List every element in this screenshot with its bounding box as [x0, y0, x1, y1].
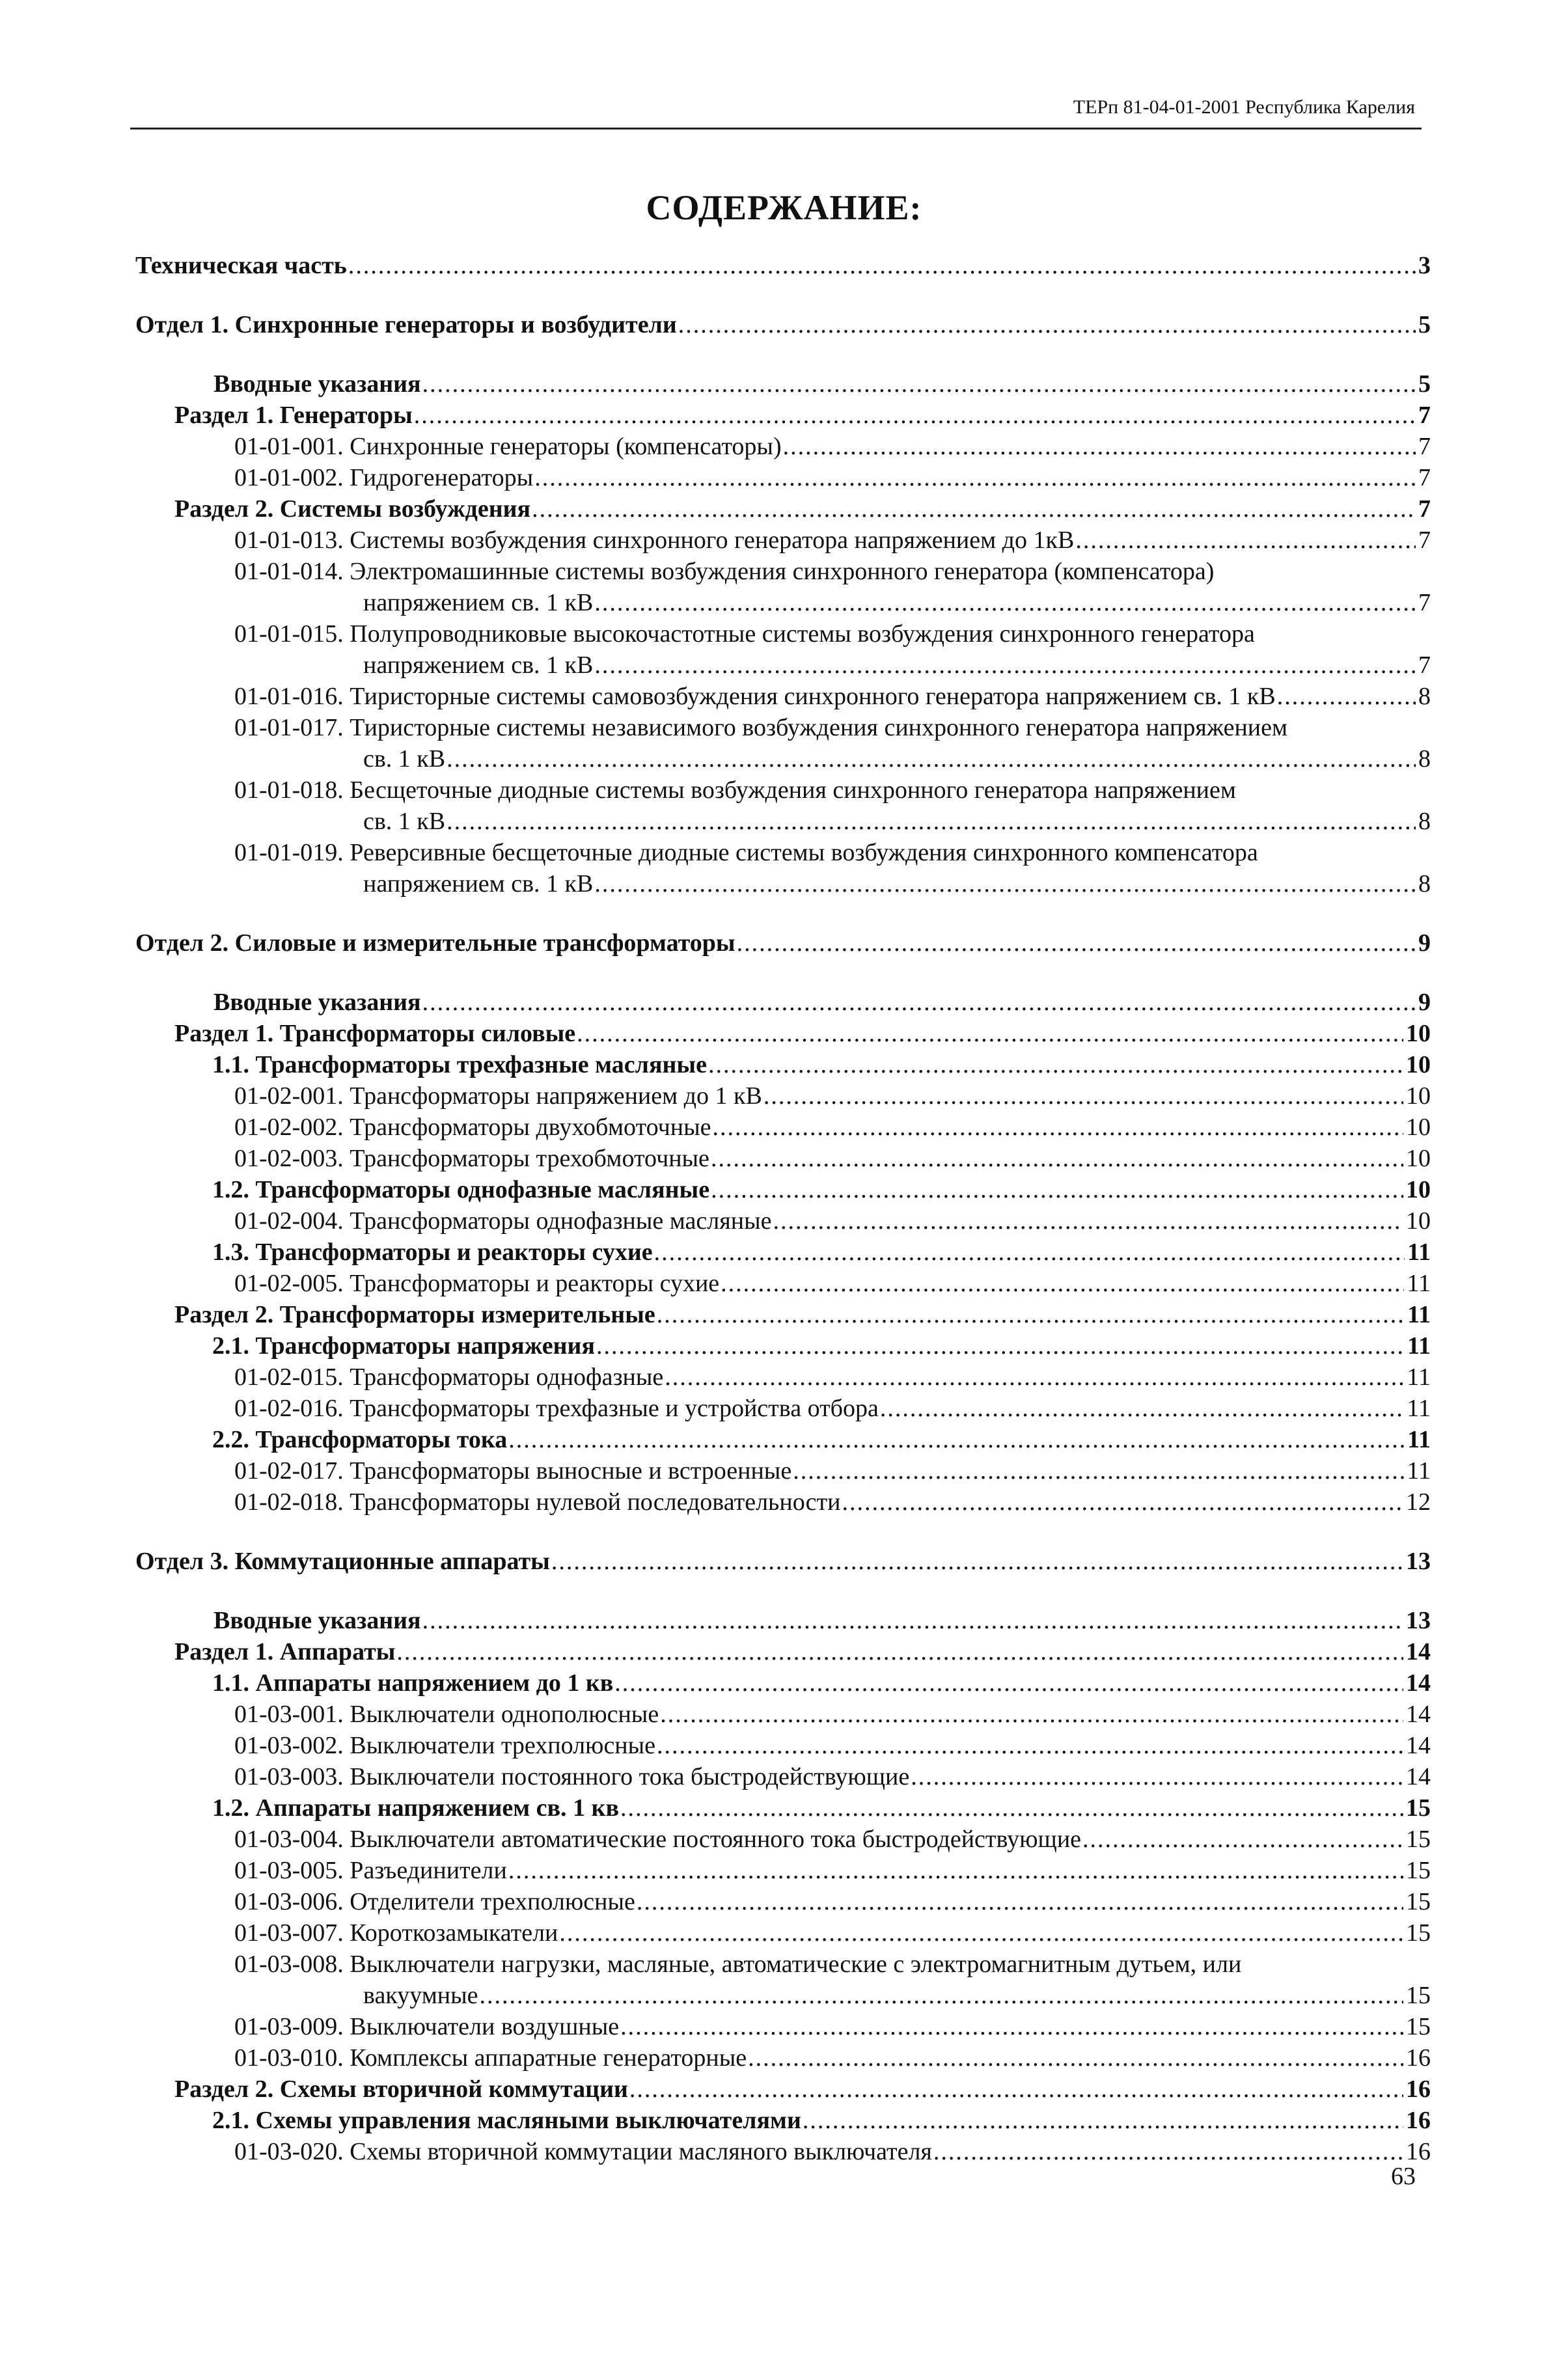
toc-entry[interactable] — [135, 1362, 1431, 1393]
toc-entry-label: Вводные указания — [213, 989, 421, 1016]
toc-entry-page: 13 — [1406, 1548, 1431, 1575]
toc-leader-dots — [842, 1486, 1403, 1518]
toc-entry-page: 14 — [1406, 1732, 1431, 1759]
document-header-id: ТЕРп 81-04-01-2001 Республика Карелия — [1073, 96, 1415, 118]
toc-entry[interactable] — [135, 1330, 1431, 1362]
toc-entry[interactable] — [135, 1546, 1431, 1577]
toc-entry-page: 7 — [1418, 651, 1431, 679]
toc-entry[interactable] — [135, 1605, 1431, 1636]
toc-entry-label: св. 1 кВ — [363, 745, 446, 773]
toc-entry-label: напряжением св. 1 кВ — [363, 589, 594, 616]
toc-entry[interactable] — [135, 1917, 1431, 1949]
toc-entry[interactable] — [135, 618, 1431, 650]
toc-entry[interactable] — [135, 462, 1431, 493]
toc-entry[interactable] — [135, 1699, 1431, 1730]
toc-entry[interactable] — [135, 2074, 1431, 2105]
toc-leader-dots — [422, 987, 1416, 1018]
toc-leader-dots — [711, 1174, 1403, 1205]
toc-entry-page: 15 — [1406, 1826, 1431, 1853]
toc-entry[interactable] — [135, 650, 1431, 681]
toc-entry-label: 1.1. Аппараты напряжением до 1 кв — [212, 1669, 614, 1697]
toc-entry[interactable] — [135, 1792, 1431, 1824]
toc-entry[interactable] — [135, 712, 1431, 743]
toc-entry-label: 2.1. Схемы управления масляными выключателями — [212, 2107, 801, 2134]
toc-leader-dots — [1277, 681, 1416, 712]
toc-entry-page: 10 — [1406, 1114, 1431, 1141]
toc-entry-page: 8 — [1418, 808, 1431, 835]
toc-entry[interactable] — [135, 400, 1431, 431]
toc-entry-label: 01-01-001. Синхронные генераторы (компенсаторы) — [234, 433, 782, 460]
toc-entry[interactable] — [135, 774, 1431, 806]
page-title: СОДЕРЖАНИЕ: — [646, 188, 922, 227]
toc-entry[interactable] — [135, 431, 1431, 462]
toc-entry-page: 14 — [1406, 1763, 1431, 1790]
toc-entry[interactable] — [135, 1143, 1431, 1174]
toc-entry-page: 8 — [1418, 683, 1431, 710]
toc-entry-label: Раздел 2. Трансформаторы измерительные — [174, 1301, 655, 1328]
toc-leader-dots — [532, 493, 1416, 525]
toc-entry[interactable] — [135, 2105, 1431, 2136]
toc-entry[interactable] — [135, 525, 1431, 556]
toc-entry-page: 15 — [1406, 1888, 1431, 1915]
toc-entry-page: 13 — [1406, 1607, 1431, 1634]
toc-leader-dots — [678, 309, 1416, 340]
toc-entry-page: 16 — [1406, 2044, 1431, 2072]
toc-entry-label: Отдел 3. Коммутационные аппараты — [135, 1548, 550, 1575]
toc-entry-label: 01-03-003. Выключатели постоянного тока быстродействующие — [234, 1763, 910, 1790]
toc-entry-label: 01-02-004. Трансформаторы однофазные масляные — [234, 1207, 772, 1235]
toc-entry[interactable] — [135, 2136, 1431, 2167]
toc-entry[interactable] — [135, 1886, 1431, 1917]
toc-entry-label: 01-01-015. Полупроводниковые высокочастотные системы возбуждения синхронного генератора — [234, 620, 1255, 648]
toc-entry-page: 8 — [1418, 745, 1431, 773]
toc-entry-page: 16 — [1406, 2075, 1431, 2103]
toc-entry-page: 15 — [1406, 1794, 1431, 1822]
toc-leader-dots — [660, 1699, 1403, 1730]
toc-entry-page: 16 — [1406, 2107, 1431, 2134]
toc-entry[interactable] — [135, 1049, 1431, 1080]
toc-entry-label: 01-03-006. Отделители трехполюсные — [234, 1888, 635, 1915]
toc-entry[interactable] — [135, 1268, 1431, 1299]
toc-entry[interactable] — [135, 837, 1431, 868]
toc-entry-label: 01-02-005. Трансформаторы и реакторы сухие — [234, 1270, 720, 1297]
toc-leader-dots — [447, 806, 1416, 837]
toc-entry-label: напряжением св. 1 кВ — [363, 651, 594, 679]
toc-entry-label: 01-01-002. Гидрогенераторы — [234, 464, 534, 491]
toc-entry[interactable] — [135, 1018, 1431, 1049]
toc-leader-dots — [1082, 1824, 1403, 1855]
toc-leader-dots — [629, 2074, 1403, 2105]
toc-entry-page: 7 — [1418, 589, 1431, 616]
toc-entry-label: Раздел 1. Трансформаторы силовые — [174, 1020, 576, 1047]
toc-entry-label: Техническая часть — [135, 252, 347, 279]
toc-leader-dots — [620, 2011, 1403, 2042]
toc-entry-label: Вводные указания — [213, 370, 421, 398]
toc-leader-dots — [447, 743, 1416, 774]
toc-leader-dots — [783, 431, 1416, 462]
toc-entry-page: 14 — [1406, 1669, 1431, 1697]
toc-entry[interactable] — [135, 2011, 1431, 2042]
toc-entry[interactable] — [135, 927, 1431, 959]
table-of-contents — [135, 250, 1431, 2167]
toc-entry-page: 9 — [1418, 929, 1431, 957]
toc-entry-page: 15 — [1406, 1919, 1431, 1947]
toc-entry-page: 15 — [1406, 1857, 1431, 1884]
toc-entry-page: 14 — [1406, 1701, 1431, 1728]
toc-leader-dots — [594, 587, 1416, 618]
toc-entry-page: 7 — [1418, 527, 1431, 554]
toc-entry-label: 2.2. Трансформаторы тока — [212, 1426, 508, 1453]
toc-entry-page: 16 — [1406, 2138, 1431, 2165]
toc-entry-page: 11 — [1407, 1426, 1431, 1453]
toc-entry-page: 12 — [1406, 1488, 1431, 1516]
toc-entry-label: 01-01-018. Бесщеточные диодные системы возбуждения синхронного генератора напряжением — [234, 776, 1236, 804]
toc-entry[interactable] — [135, 1174, 1431, 1205]
toc-leader-dots — [711, 1143, 1403, 1174]
toc-entry-page: 5 — [1418, 370, 1431, 398]
toc-entry[interactable] — [135, 1761, 1431, 1792]
toc-entry-page: 11 — [1407, 1301, 1431, 1328]
toc-entry-label: 01-03-001. Выключатели однополюсные — [234, 1701, 659, 1728]
toc-leader-dots — [559, 1917, 1403, 1949]
toc-entry[interactable] — [135, 1855, 1431, 1886]
toc-entry-label: 01-03-008. Выключатели нагрузки, масляные, автоматические с электромагнитным дутьем, или — [234, 1951, 1242, 1978]
toc-entry[interactable] — [135, 250, 1431, 281]
toc-entry[interactable] — [135, 1424, 1431, 1455]
toc-entry-page: 3 — [1418, 252, 1431, 279]
toc-entry-page: 7 — [1418, 495, 1431, 523]
toc-entry-page: 7 — [1418, 464, 1431, 491]
toc-entry[interactable] — [135, 1667, 1431, 1699]
toc-entry[interactable] — [135, 1455, 1431, 1486]
toc-entry[interactable] — [135, 987, 1431, 1018]
toc-entry-label: 01-02-002. Трансформаторы двухобмоточные — [234, 1114, 711, 1141]
toc-entry-label: 01-03-020. Схемы вторичной коммутации масляного выключателя — [234, 2138, 932, 2165]
toc-leader-dots — [414, 400, 1416, 431]
toc-entry-page: 11 — [1407, 1363, 1431, 1391]
toc-entry-label: 01-02-017. Трансформаторы выносные и встроенные — [234, 1457, 792, 1485]
toc-entry[interactable] — [135, 1980, 1431, 2011]
toc-entry[interactable] — [135, 556, 1431, 587]
toc-entry[interactable] — [135, 587, 1431, 618]
toc-entry[interactable] — [135, 1949, 1431, 1980]
toc-entry-label: 01-01-019. Реверсивные бесщеточные диодные системы возбуждения синхронного компенсатора — [234, 839, 1258, 866]
toc-entry-label: напряжением св. 1 кВ — [363, 870, 594, 897]
toc-entry-label: Вводные указания — [213, 1607, 421, 1634]
toc-entry-page: 11 — [1407, 1332, 1431, 1360]
toc-entry-page: 15 — [1406, 1982, 1431, 2009]
toc-entry-label: 01-01-016. Тиристорные системы самовозбуждения синхронного генератора напряжением св. 1 кВ — [234, 683, 1276, 710]
toc-entry-label: 01-03-007. Короткозамыкатели — [234, 1919, 558, 1947]
toc-leader-dots — [594, 650, 1416, 681]
toc-entry-page: 10 — [1406, 1020, 1431, 1047]
toc-entry-label: 01-03-002. Выключатели трехполюсные — [234, 1732, 656, 1759]
toc-leader-dots — [911, 1761, 1403, 1792]
toc-leader-dots — [657, 1730, 1403, 1761]
toc-entry-page: 10 — [1406, 1145, 1431, 1172]
toc-entry-page: 11 — [1407, 1395, 1431, 1422]
toc-entry[interactable] — [135, 1730, 1431, 1761]
toc-entry[interactable] — [135, 493, 1431, 525]
toc-entry-page: 7 — [1418, 433, 1431, 460]
toc-leader-dots — [748, 2042, 1403, 2074]
toc-leader-dots — [596, 1330, 1405, 1362]
toc-leader-dots — [712, 1112, 1403, 1143]
toc-leader-dots — [708, 1049, 1403, 1080]
toc-entry-label: 2.1. Трансформаторы напряжения — [212, 1332, 595, 1360]
toc-leader-dots — [737, 927, 1416, 959]
toc-entry-label: 01-03-010. Комплексы аппаратные генераторные — [234, 2044, 747, 2072]
toc-entry[interactable] — [135, 743, 1431, 774]
toc-entry-label: 01-02-016. Трансформаторы трехфазные и устройства отбора — [234, 1395, 879, 1422]
toc-leader-dots — [422, 368, 1416, 400]
toc-leader-dots — [721, 1268, 1404, 1299]
toc-entry-label: 01-02-015. Трансформаторы однофазные — [234, 1363, 664, 1391]
toc-entry-label: вакуумные — [363, 1982, 478, 2009]
toc-leader-dots — [396, 1636, 1403, 1667]
toc-entry-page: 8 — [1418, 870, 1431, 897]
toc-leader-dots — [422, 1605, 1403, 1636]
toc-entry-page: 10 — [1406, 1176, 1431, 1203]
toc-entry-label: св. 1 кВ — [363, 808, 446, 835]
toc-leader-dots — [594, 868, 1416, 899]
toc-leader-dots — [480, 1980, 1403, 2011]
toc-entry[interactable] — [135, 868, 1431, 899]
toc-entry[interactable] — [135, 1299, 1431, 1330]
toc-entry-page: 5 — [1418, 311, 1431, 338]
toc-entry[interactable] — [135, 1636, 1431, 1667]
toc-entry[interactable] — [135, 1824, 1431, 1855]
toc-entry-label: Раздел 1. Генераторы — [174, 402, 413, 429]
toc-leader-dots — [773, 1205, 1403, 1237]
toc-entry-page: 11 — [1407, 1239, 1431, 1266]
toc-entry-page: 11 — [1407, 1457, 1431, 1485]
toc-entry-label: 01-02-003. Трансформаторы трехобмоточные — [234, 1145, 709, 1172]
toc-entry[interactable] — [135, 681, 1431, 712]
toc-entry-page: 9 — [1418, 989, 1431, 1016]
toc-entry-label: 01-01-014. Электромашинные системы возбуждения синхронного генератора (компенсатора) — [234, 558, 1215, 585]
toc-leader-dots — [763, 1080, 1403, 1112]
toc-entry-label: Раздел 2. Системы возбуждения — [174, 495, 531, 523]
toc-leader-dots — [614, 1667, 1403, 1699]
toc-entry-label: 1.1. Трансформаторы трехфазные масляные — [212, 1051, 707, 1078]
toc-leader-dots — [508, 1855, 1403, 1886]
toc-entry-page: 14 — [1406, 1638, 1431, 1665]
toc-entry-label: Раздел 2. Схемы вторичной коммутации — [174, 2075, 628, 2103]
toc-entry-label: Отдел 2. Силовые и измерительные трансформаторы — [135, 929, 736, 957]
toc-entry[interactable] — [135, 309, 1431, 340]
toc-leader-dots — [665, 1362, 1404, 1393]
toc-entry[interactable] — [135, 1112, 1431, 1143]
page-number: 63 — [1391, 2163, 1416, 2190]
toc-leader-dots — [534, 462, 1416, 493]
toc-entry-label: 01-02-001. Трансформаторы напряжением до 1 кВ — [234, 1082, 762, 1110]
toc-leader-dots — [793, 1455, 1404, 1486]
toc-entry[interactable] — [135, 1080, 1431, 1112]
toc-entry[interactable] — [135, 2042, 1431, 2074]
toc-entry[interactable] — [135, 1393, 1431, 1424]
toc-entry-page: 15 — [1406, 2013, 1431, 2040]
toc-entry-label: 01-03-009. Выключатели воздушные — [234, 2013, 620, 2040]
toc-entry-label: Раздел 1. Аппараты — [174, 1638, 396, 1665]
toc-leader-dots — [508, 1424, 1405, 1455]
toc-leader-dots — [637, 1886, 1403, 1917]
toc-entry-page: 7 — [1418, 402, 1431, 429]
toc-entry-label: 01-03-005. Разъединители — [234, 1857, 507, 1884]
toc-leader-dots — [803, 2105, 1403, 2136]
toc-leader-dots — [551, 1546, 1403, 1577]
toc-entry[interactable] — [135, 806, 1431, 837]
toc-leader-dots — [1075, 525, 1416, 556]
toc-entry[interactable] — [135, 1486, 1431, 1518]
toc-leader-dots — [657, 1299, 1405, 1330]
toc-entry[interactable] — [135, 368, 1431, 400]
header-divider — [130, 128, 1422, 130]
toc-leader-dots — [933, 2136, 1403, 2167]
toc-leader-dots — [577, 1018, 1403, 1049]
toc-leader-dots — [880, 1393, 1405, 1424]
toc-entry-page: 10 — [1406, 1207, 1431, 1235]
toc-entry-label: 1.2. Трансформаторы однофазные масляные — [212, 1176, 710, 1203]
toc-entry-label: 1.3. Трансформаторы и реакторы сухие — [212, 1239, 653, 1266]
toc-entry-label: Отдел 1. Синхронные генераторы и возбудители — [135, 311, 677, 338]
toc-entry-page: 10 — [1406, 1051, 1431, 1078]
toc-leader-dots — [620, 1792, 1403, 1824]
toc-leader-dots — [348, 250, 1416, 281]
toc-entry-label: 1.2. Аппараты напряжением св. 1 кв — [212, 1794, 619, 1822]
toc-entry-label: 01-01-013. Системы возбуждения синхронного генератора напряжением до 1кВ — [234, 527, 1075, 554]
toc-entry-page: 11 — [1407, 1270, 1431, 1297]
toc-entry[interactable] — [135, 1205, 1431, 1237]
toc-entry-label: 01-02-018. Трансформаторы нулевой последовательности — [234, 1488, 841, 1516]
toc-entry-label: 01-03-004. Выключатели автоматические постоянного тока быстродействующие — [234, 1826, 1082, 1853]
toc-entry-label: 01-01-017. Тиристорные системы независимого возбуждения синхронного генератора напряжением — [234, 714, 1288, 741]
toc-entry[interactable] — [135, 1237, 1431, 1268]
toc-leader-dots — [654, 1237, 1405, 1268]
toc-entry-page: 10 — [1406, 1082, 1431, 1110]
